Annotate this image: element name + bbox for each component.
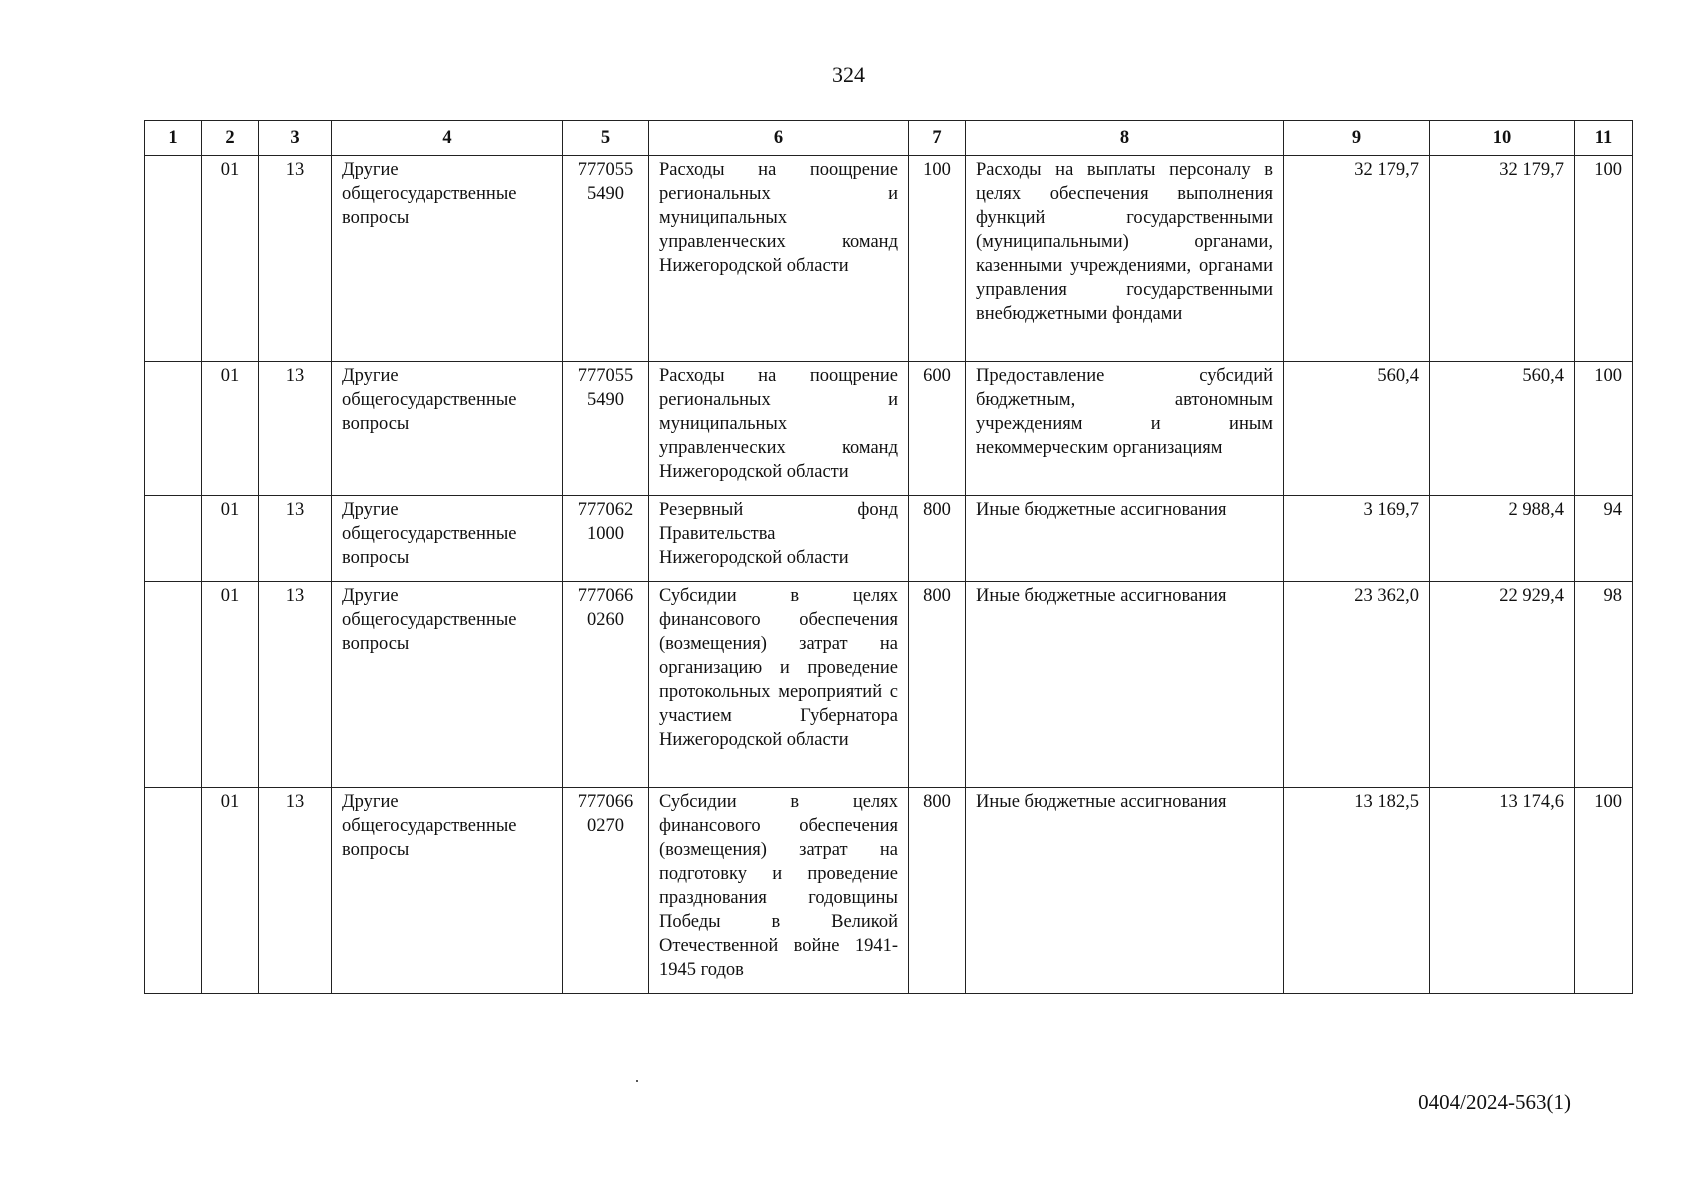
- column-header: 4: [332, 121, 563, 156]
- table-row: [145, 788, 1633, 994]
- column-header: 2: [202, 121, 259, 156]
- cell-expense-type: 800: [909, 496, 966, 582]
- cell-target-name: Расходы на поощрение региональных и муниципальных управленческих команд Нижегородской области: [649, 362, 909, 496]
- table-row: [145, 156, 1633, 362]
- cell-col1: [145, 496, 202, 582]
- cell-expense-type: 100: [909, 156, 966, 362]
- cell-planned-amount: 560,4: [1284, 362, 1430, 496]
- cell-target-name: Субсидии в целях финансового обеспечения (возмещения) затрат на организацию и проведение протокольных мероприятий с участием Губернатора Нижегородской области: [649, 582, 909, 788]
- cell-section-name: Другие общегосударственные вопросы: [332, 496, 563, 582]
- cell-expense-type: 800: [909, 788, 966, 994]
- column-header: 9: [1284, 121, 1430, 156]
- cell-percent: 100: [1575, 362, 1633, 496]
- cell-section-name: Другие общегосударственные вопросы: [332, 362, 563, 496]
- cell-target-code: 777055 5490: [563, 156, 649, 362]
- cell-section: 01: [202, 788, 259, 994]
- header-row: [145, 121, 1633, 156]
- cell-percent: 100: [1575, 156, 1633, 362]
- column-header: 3: [259, 121, 332, 156]
- cell-actual-amount: 32 179,7: [1430, 156, 1575, 362]
- cell-actual-amount: 560,4: [1430, 362, 1575, 496]
- column-header: 10: [1430, 121, 1575, 156]
- cell-subsection: 13: [259, 496, 332, 582]
- table-row: [145, 582, 1633, 788]
- page-number: 324: [832, 62, 865, 87]
- cell-section-name: Другие общегосударственные вопросы: [332, 582, 563, 788]
- cell-planned-amount: 13 182,5: [1284, 788, 1430, 994]
- cell-actual-amount: 22 929,4: [1430, 582, 1575, 788]
- cell-planned-amount: 23 362,0: [1284, 582, 1430, 788]
- cell-target-code: 777062 1000: [563, 496, 649, 582]
- cell-target-code: 777066 0270: [563, 788, 649, 994]
- cell-col1: [145, 362, 202, 496]
- cell-planned-amount: 3 169,7: [1284, 496, 1430, 582]
- column-header: 11: [1575, 121, 1633, 156]
- cell-percent: 94: [1575, 496, 1633, 582]
- cell-expense-type-name: Иные бюджетные ассигнования: [966, 496, 1284, 582]
- column-header: 8: [966, 121, 1284, 156]
- cell-target-name: Расходы на поощрение региональных и муниципальных управленческих команд Нижегородской области: [649, 156, 909, 362]
- cell-col1: [145, 156, 202, 362]
- cell-expense-type: 600: [909, 362, 966, 496]
- cell-subsection: 13: [259, 582, 332, 788]
- table-row: [145, 362, 1633, 496]
- cell-expense-type-name: Предоставление субсидий бюджетным, автономным учреждениям и иным некоммерческим организациям: [966, 362, 1284, 496]
- cell-section-name: Другие общегосударственные вопросы: [332, 788, 563, 994]
- table-row: [145, 496, 1633, 582]
- cell-planned-amount: 32 179,7: [1284, 156, 1430, 362]
- cell-actual-amount: 13 174,6: [1430, 788, 1575, 994]
- cell-subsection: 13: [259, 156, 332, 362]
- column-header: 5: [563, 121, 649, 156]
- cell-section: 01: [202, 582, 259, 788]
- cell-expense-type: 800: [909, 582, 966, 788]
- cell-target-code: 777055 5490: [563, 362, 649, 496]
- cell-col1: [145, 582, 202, 788]
- cell-actual-amount: 2 988,4: [1430, 496, 1575, 582]
- scan-speck: [636, 1080, 638, 1082]
- cell-section-name: Другие общегосударственные вопросы: [332, 156, 563, 362]
- cell-section: 01: [202, 156, 259, 362]
- cell-subsection: 13: [259, 362, 332, 496]
- cell-section: 01: [202, 362, 259, 496]
- cell-target-code: 777066 0260: [563, 582, 649, 788]
- column-header: 6: [649, 121, 909, 156]
- budget-table: [144, 120, 1633, 994]
- cell-col1: [145, 788, 202, 994]
- column-header: 1: [145, 121, 202, 156]
- cell-subsection: 13: [259, 788, 332, 994]
- cell-target-name: Субсидии в целях финансового обеспечения (возмещения) затрат на подготовку и проведение празднования годовщины Победы в Великой Отечественной войне 1941-1945 годов: [649, 788, 909, 994]
- cell-target-name: Резервный фонд Правительства Нижегородской области: [649, 496, 909, 582]
- cell-expense-type-name: Расходы на выплаты персоналу в целях обеспечения выполнения функций государственными (муниципальными) органами, казенными учреждениями, органами управления государственными внебюджетными фондами: [966, 156, 1284, 362]
- cell-expense-type-name: Иные бюджетные ассигнования: [966, 582, 1284, 788]
- document-registration-code: 0404/2024-563(1): [1418, 1090, 1571, 1114]
- cell-percent: 98: [1575, 582, 1633, 788]
- cell-percent: 100: [1575, 788, 1633, 994]
- column-header: 7: [909, 121, 966, 156]
- cell-section: 01: [202, 496, 259, 582]
- cell-expense-type-name: Иные бюджетные ассигнования: [966, 788, 1284, 994]
